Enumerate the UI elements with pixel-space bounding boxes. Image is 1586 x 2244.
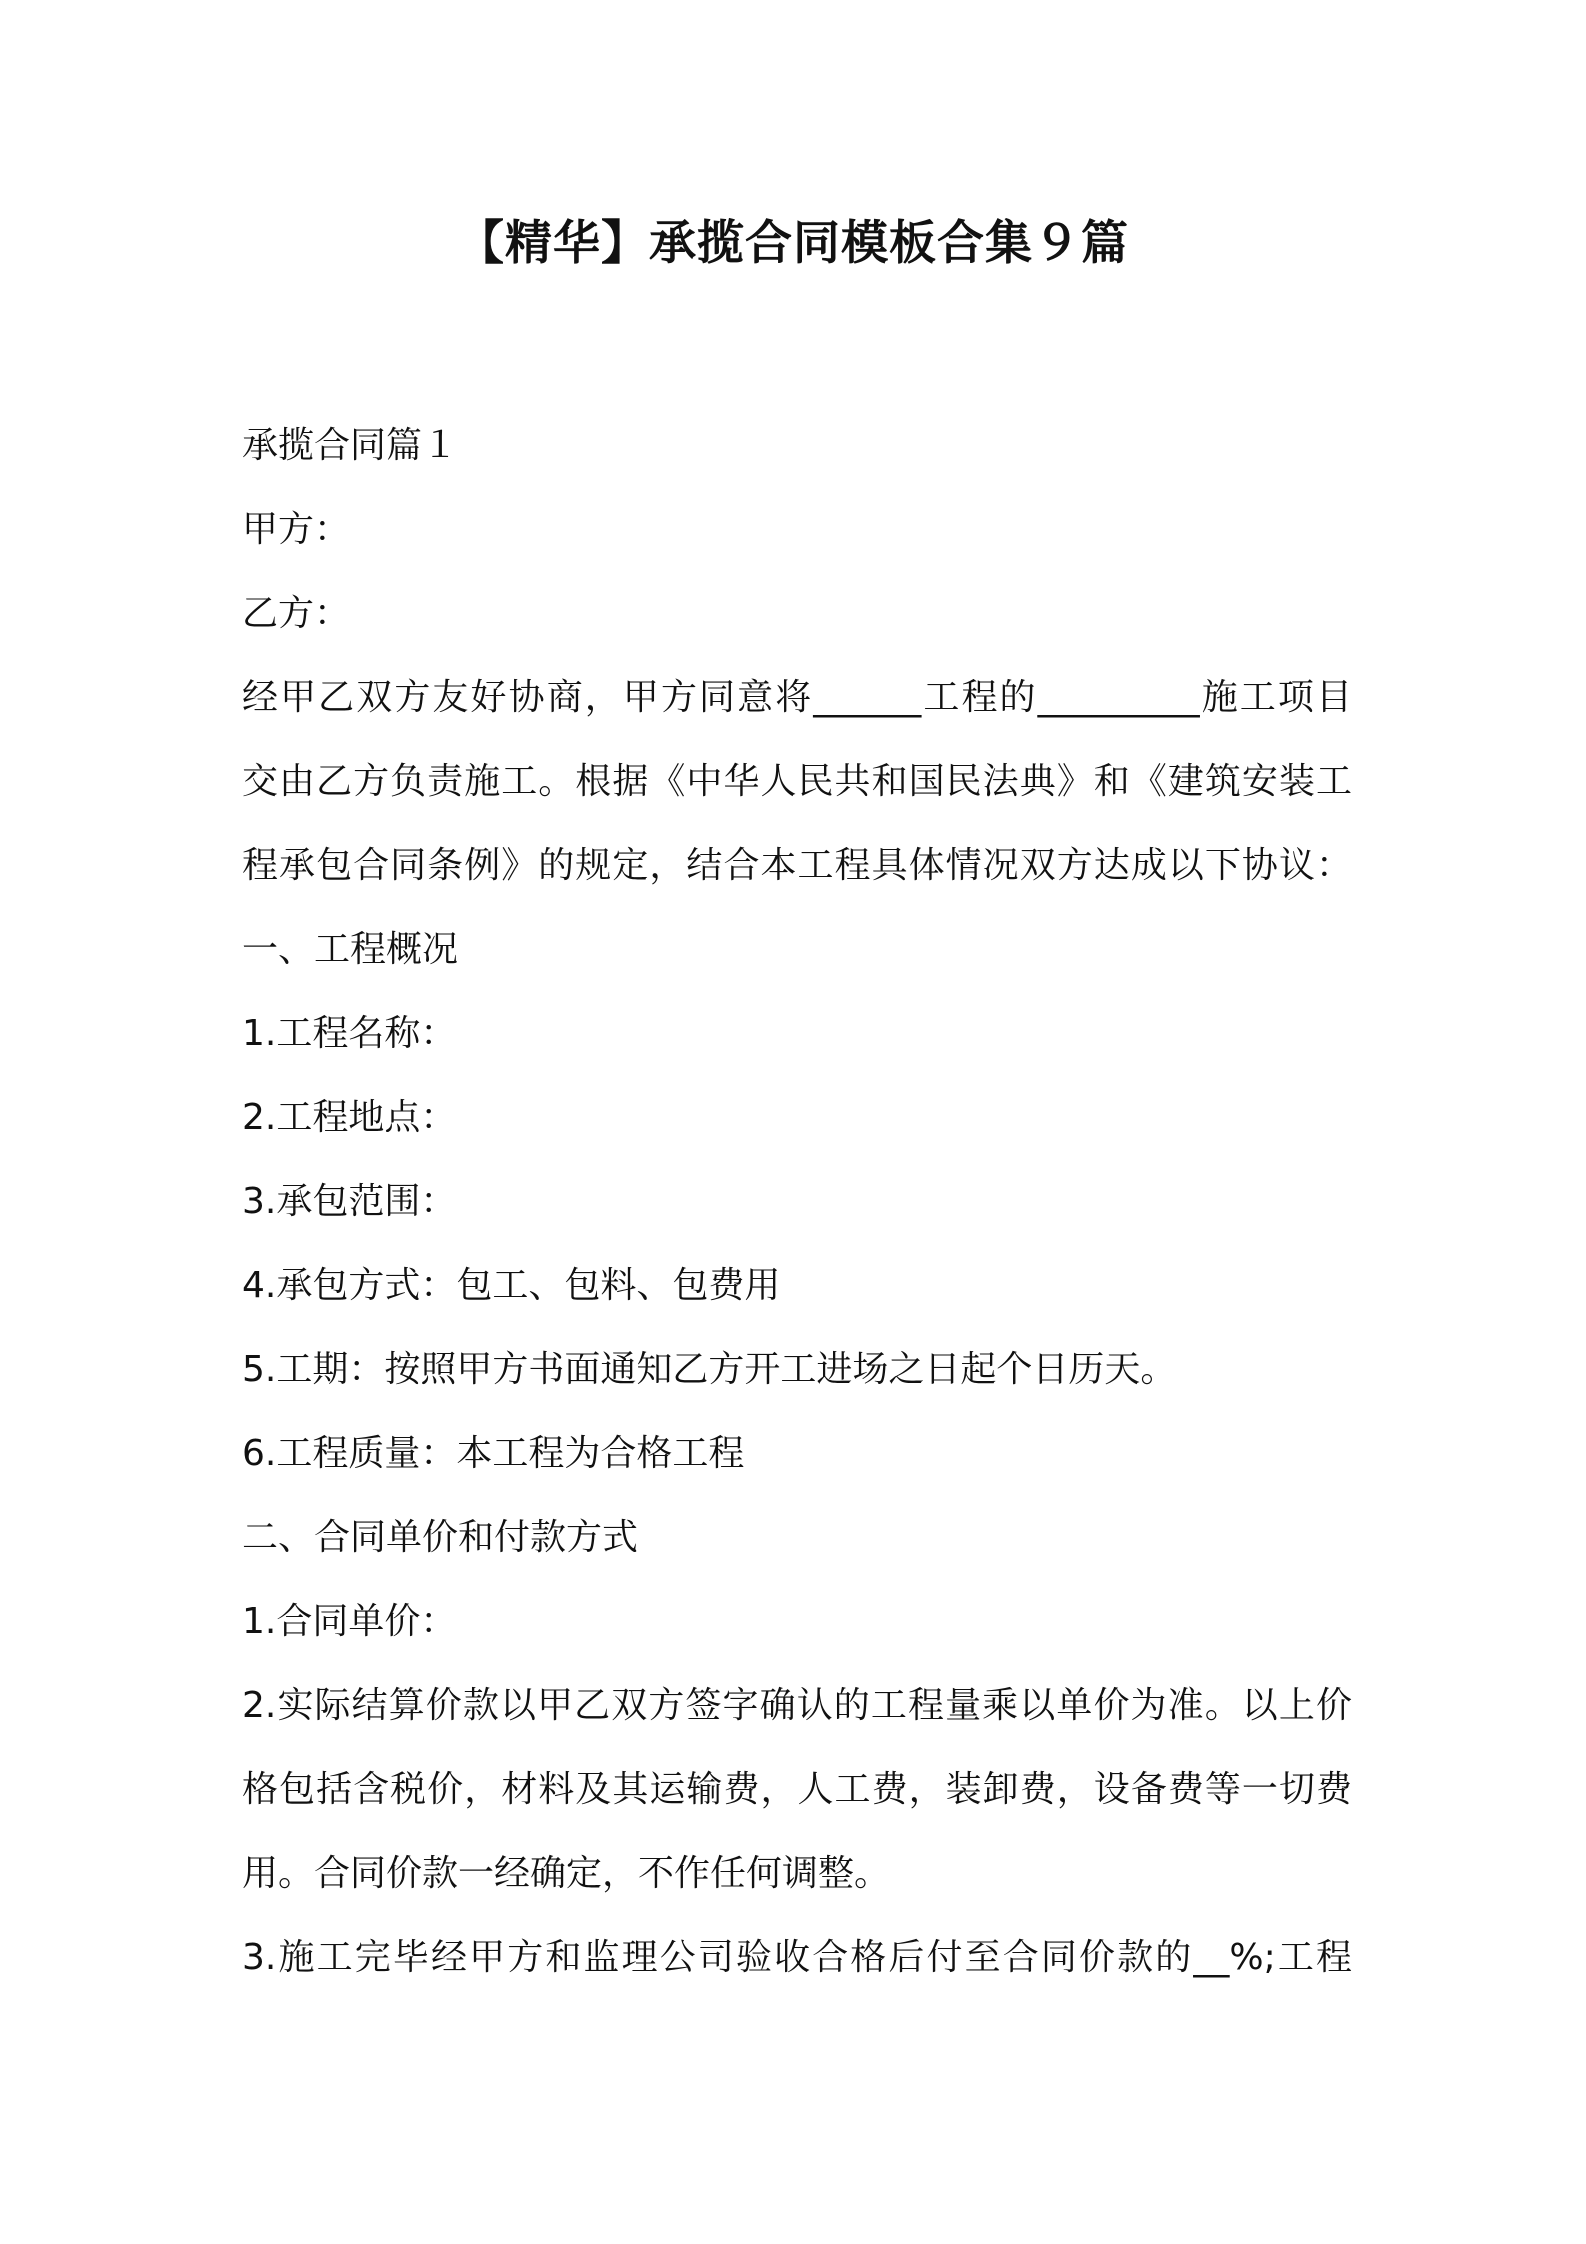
section-heading-project-overview: 一、工程概况 [242, 929, 459, 970]
document-body [242, 404, 1352, 2000]
clause-line: 用。合同价款一经确定，不作任何调整。 [242, 1853, 891, 1894]
clause-line: 2.工程地点： [242, 1097, 457, 1138]
clause-line: 6.工程质量：本工程为合格工程 [242, 1433, 745, 1474]
clause-line: 3.施工完毕经甲方和监理公司验收合格后付至合同价款的__%;工程 [242, 1937, 1352, 1978]
paragraph-line: 交由乙方负责施工。根据《中华人民共和国民法典》和《建筑安装工 [242, 761, 1352, 802]
clause-line: 格包括含税价，材料及其运输费，人工费，装卸费，设备费等一切费 [242, 1769, 1352, 1810]
paragraph-line: 经甲乙双方友好协商，甲方同意将______工程的_________施工项目 [242, 677, 1352, 718]
section-heading-contract-1: 承揽合同篇１ [242, 425, 459, 466]
section-heading-price-payment: 二、合同单价和付款方式 [242, 1517, 639, 1558]
clause-line: 1.合同单价： [242, 1601, 457, 1642]
clause-line: 2.实际结算价款以甲乙双方签字确认的工程量乘以单价为准。以上价 [242, 1685, 1352, 1726]
party-b-label: 乙方： [242, 593, 351, 634]
clause-line: 1.工程名称： [242, 1013, 457, 1054]
clause-line: 5.工期：按照甲方书面通知乙方开工进场之日起个日历天。 [242, 1349, 1177, 1390]
clause-line: 3.承包范围： [242, 1181, 457, 1222]
party-a-label: 甲方： [242, 509, 351, 550]
clause-line: 4.承包方式：包工、包料、包费用 [242, 1265, 781, 1306]
document-title: 【精华】承揽合同模板合集９篇 [457, 216, 1129, 271]
paragraph-line: 程承包合同条例》的规定，结合本工程具体情况双方达成以下协议： [242, 845, 1352, 886]
